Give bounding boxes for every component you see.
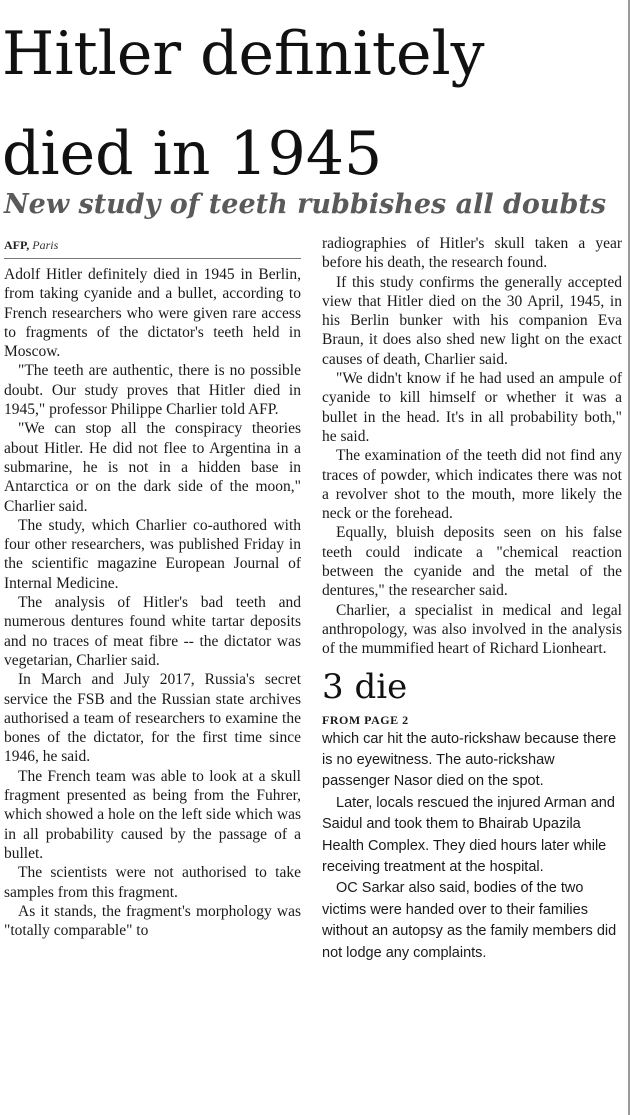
column-rule xyxy=(628,0,630,1115)
paragraph: OC Sarkar also said, bodies of the two victims were handed over to their families without an autopsy as the family members did not lodge any complaints. xyxy=(322,880,617,961)
jump-story xyxy=(322,665,622,964)
paragraph: radiographies of Hitler's skull taken a year before his death, the research found. xyxy=(322,235,622,272)
headline xyxy=(2,4,622,204)
paragraph: The study, which Charlier co-authored with four other researchers, was published Friday in the scientific magazine European Journal of Internal Medicine. xyxy=(4,516,301,592)
paragraph: Adolf Hitler definitely died in 1945 in Berlin, from taking cyanide and a bullet, according to French researchers who were given rare access to fragments of the dictator's teeth held in Moscow. xyxy=(4,266,301,361)
headline-line-2: died in 1945 xyxy=(2,119,383,189)
paragraph: Charlier, a specialist in medical and legal anthropology, was also involved in the analysis of the mummified heart of Richard Lionheart. xyxy=(322,601,622,658)
paragraph: "We can stop all the conspiracy theories about Hitler. He did not flee to Argentina in a submarine, he is not in a hidden base in Antarctica or on the dark side of the moon," Charlier said. xyxy=(4,420,301,515)
paragraph: The examination of the teeth did not find any traces of powder, which indicates there was not a revolver shot to the mouth, more likely the neck or the forehead. xyxy=(322,447,622,523)
paragraph: The French team was able to look at a skull fragment presented as being from the Fuhrer, which showed a hole on the left side which was in all probability caused by the passage of a bullet. xyxy=(4,767,301,862)
paragraph: The analysis of Hitler's bad teeth and numerous dentures found white tartar deposits and no traces of meat fibre -- the dictator was vegetarian, Charlier said. xyxy=(4,594,301,669)
byline xyxy=(4,234,301,259)
paragraph: "We didn't know if he had used an ampule of cyanide to kill himself or whether it was a bullet in the head. It's in all probability both," he said. xyxy=(322,370,622,445)
byline-city: Paris xyxy=(32,238,59,252)
article-column-left xyxy=(4,234,301,940)
paragraph: If this study confirms the generally accepted view that Hitler died on the 30 April, 1945, in his Berlin bunker with his companion Eva Braun, it does also shed new light on the exact causes of death, Charlier said. xyxy=(322,273,622,368)
paragraph: "The teeth are authentic, there is no possible doubt. Our study proves that Hitler died in 1945," professor Philippe Charlier told AFP. xyxy=(4,362,301,419)
paragraph: As it stands, the fragment's morphology was "totally comparable" to xyxy=(4,902,301,940)
paragraph: Later, locals rescued the injured Arman and Saidul and took them to Bhairab Upazila Health Complex. They died hours later while receiving treatment at the hospital. xyxy=(322,794,615,875)
paragraph: which car hit the auto-rickshaw because there is no eyewitness. The auto-rickshaw passenger Nasor died on the spot. xyxy=(322,730,617,790)
paragraph: The scientists were not authorised to take samples from this fragment. xyxy=(4,864,301,901)
jump-story-title: 3 die xyxy=(322,666,408,707)
article-column-right xyxy=(322,234,622,964)
jump-label: FROM PAGE 2 xyxy=(322,712,409,727)
headline-line-1: Hitler definitely xyxy=(2,19,485,89)
paragraph: Equally, bluish deposits seen on his false teeth could indicate a "chemical reaction between the cyanide and the metal of the dentures," the researcher said. xyxy=(322,524,622,600)
subheadline: New study of teeth rubbishes all doubts xyxy=(4,189,607,220)
byline-agency: AFP, xyxy=(4,238,30,252)
paragraph: In March and July 2017, Russia's secret service the FSB and the Russian state archives authorised a team of researchers to examine the bones of the dictator, for the first time since 1946, he said. xyxy=(4,671,301,766)
